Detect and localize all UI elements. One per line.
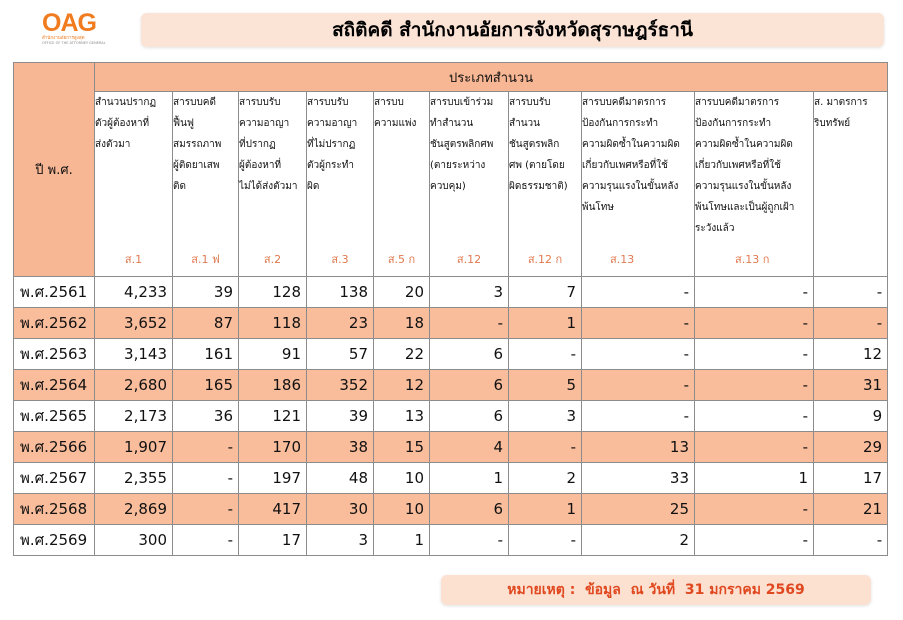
column-header-label-line: ชันสูตรพลิก (509, 139, 560, 150)
column-header-7 (509, 92, 582, 277)
row-year: พ.ศ.2565 (14, 401, 95, 432)
column-header-label-line: ติด (173, 181, 186, 192)
column-header-label-line: เกี่ยวกับเพศหรือที่ใช้ (695, 160, 781, 171)
column-form-code: ส.2 (263, 253, 282, 266)
table-cell: - (582, 370, 695, 401)
column-header-6 (430, 92, 509, 277)
table-cell: - (695, 277, 814, 308)
table-cell: 33 (582, 463, 695, 494)
table-cell: - (582, 308, 695, 339)
table-cell: - (509, 432, 582, 463)
column-header-3 (239, 92, 307, 277)
table-cell: 9 (814, 401, 888, 432)
table-cell: 2 (582, 525, 695, 556)
column-header-label-line: ความอาญา (307, 118, 358, 129)
case-type-group-header: ประเภทสำนวน (95, 63, 888, 92)
table-cell: 4,233 (95, 277, 173, 308)
column-header-label-line: ความผิดซ้ำในความผิด (582, 139, 680, 150)
column-header-label-line: สมรรถภาพ (173, 139, 222, 150)
table-cell: 5 (509, 370, 582, 401)
column-header-label-line: ที่ปรากฏ (239, 139, 276, 150)
column-header-1 (95, 92, 173, 277)
table-cell: - (509, 339, 582, 370)
column-header-label-line: พ้นโทษ (582, 202, 614, 213)
table-cell: 39 (307, 401, 374, 432)
table-cell: 3 (430, 277, 509, 308)
table-row (14, 277, 888, 308)
column-header-label-line: ส่งตัวมา (95, 139, 131, 150)
logo-english-name: OFFICE OF THE ATTORNEY GENERAL (42, 41, 106, 45)
column-header-label-line: สารบบคดี (173, 97, 216, 108)
table-cell: 300 (95, 525, 173, 556)
table-cell: - (173, 463, 239, 494)
table-cell: - (430, 525, 509, 556)
column-header-label-line: สารบบคดีมาตรการ (695, 97, 780, 108)
column-header-label-line: ความรุนแรงในขั้นหลัง (582, 181, 679, 192)
table-cell: - (582, 339, 695, 370)
table-cell: 7 (509, 277, 582, 308)
table-cell: - (814, 308, 888, 339)
table-cell: - (695, 525, 814, 556)
table-cell: 1 (374, 525, 430, 556)
table-cell: - (582, 401, 695, 432)
table-cell: 15 (374, 432, 430, 463)
table-cell: - (695, 494, 814, 525)
table-cell: 1,907 (95, 432, 173, 463)
column-form-code: ส.13 (610, 253, 635, 266)
table-cell: 170 (239, 432, 307, 463)
table-cell: 2 (509, 463, 582, 494)
column-header-label-line: เกี่ยวกับเพศหรือที่ใช้ (582, 160, 668, 171)
table-row (14, 525, 888, 556)
table-cell: 6 (430, 401, 509, 432)
table-cell: 39 (173, 277, 239, 308)
table-cell: - (509, 525, 582, 556)
row-year: พ.ศ.2566 (14, 432, 95, 463)
table-cell: 29 (814, 432, 888, 463)
table-cell: 186 (239, 370, 307, 401)
row-year: พ.ศ.2567 (14, 463, 95, 494)
table-cell: - (173, 432, 239, 463)
table-cell: - (582, 277, 695, 308)
column-form-code: ส.1 (124, 253, 143, 266)
table-row (14, 370, 888, 401)
column-header-label-line: ศพ (ตายโดย (509, 160, 565, 171)
table-row (14, 432, 888, 463)
table-cell: 3,143 (95, 339, 173, 370)
column-header-label-line: ป้องกันการกระทำ (582, 118, 659, 129)
column-header-label-line: สารบบ (374, 97, 404, 108)
column-header-label-line: ป้องกันการกระทำ (695, 118, 772, 129)
page-title: สถิติคดี สำนักงานอัยการจังหวัดสุราษฎร์ธานี (332, 19, 693, 41)
table-cell: 13 (374, 401, 430, 432)
table-cell: - (695, 432, 814, 463)
table-row (14, 401, 888, 432)
table-cell: 4 (430, 432, 509, 463)
column-header-label-line: สารบบรับ (509, 97, 551, 108)
row-year: พ.ศ.2563 (14, 339, 95, 370)
footnote-banner (441, 575, 871, 605)
column-header-label-line: สารบบเข้าร่วม (430, 97, 494, 108)
column-header-label-line: ความอาญา (239, 118, 290, 129)
row-year: พ.ศ.2568 (14, 494, 95, 525)
table-row (14, 463, 888, 494)
table-cell: 1 (509, 308, 582, 339)
column-form-code: ส.12 (456, 253, 482, 266)
table-cell: 2,869 (95, 494, 173, 525)
column-header-label-line: พ้นโทษและเป็นผู้ถูกเฝ้า (695, 202, 795, 213)
table-cell: 38 (307, 432, 374, 463)
column-header-label-line: ผู้ติดยาเสพ (173, 160, 220, 171)
table-cell: - (695, 339, 814, 370)
table-cell: 161 (173, 339, 239, 370)
column-header-5 (374, 92, 430, 277)
column-header-label-line: ผิดธรรมชาติ) (509, 181, 568, 192)
table-cell: 91 (239, 339, 307, 370)
table-cell: 13 (582, 432, 695, 463)
column-header-label-line: ระวังแล้ว (695, 223, 735, 234)
table-cell: 18 (374, 308, 430, 339)
column-header-label-line: ริบทรัพย์ (814, 118, 851, 129)
table-row (14, 494, 888, 525)
column-header-label-line: (ตายระหว่าง (430, 160, 486, 171)
table-cell: 1 (695, 463, 814, 494)
table-cell: 121 (239, 401, 307, 432)
logo-mark: OAG (42, 9, 96, 37)
table-cell: 6 (430, 494, 509, 525)
column-header-label-line: ความผิดซ้ำในความผิด (695, 139, 793, 150)
table-cell: 3,652 (95, 308, 173, 339)
column-header-label-line: สารบบรับ (239, 97, 281, 108)
table-cell: 118 (239, 308, 307, 339)
column-header-label-line: ส. มาตรการ (814, 97, 868, 108)
table-cell: - (430, 308, 509, 339)
column-form-code: ส.12 ก (527, 253, 563, 266)
table-cell: 36 (173, 401, 239, 432)
table-cell: 2,173 (95, 401, 173, 432)
table-cell: 2,680 (95, 370, 173, 401)
table-cell: 2,355 (95, 463, 173, 494)
row-year: พ.ศ.2564 (14, 370, 95, 401)
column-header-10 (814, 92, 888, 277)
table-cell: 22 (374, 339, 430, 370)
table-cell: 23 (307, 308, 374, 339)
table-cell: 1 (509, 494, 582, 525)
table-cell: - (814, 525, 888, 556)
column-header-label-line: สำนวน (509, 118, 541, 129)
column-header-label-line: ผิด (307, 181, 320, 192)
table-cell: 352 (307, 370, 374, 401)
statistics-table (13, 62, 888, 556)
column-form-code: ส.1 ฟ (191, 253, 220, 266)
column-header-label-line: สารบบคดีมาตรการ (582, 97, 667, 108)
table-cell: 57 (307, 339, 374, 370)
column-header-label-line: ชันสูตรพลิกศพ (430, 139, 494, 150)
column-header-label-line: ตัวผู้ต้องหาที่ (95, 118, 150, 129)
table-cell: 48 (307, 463, 374, 494)
table-cell: 12 (374, 370, 430, 401)
column-header-label-line: ตัวผู้กระทำ (307, 160, 354, 171)
column-header-label-line: ผู้ต้องหาที่ (239, 160, 282, 171)
table-cell: 17 (239, 525, 307, 556)
table-cell: 197 (239, 463, 307, 494)
table-cell: 17 (814, 463, 888, 494)
year-column-header: ปี พ.ศ. (14, 63, 95, 277)
logo-thai-name: สำนักงานอัยการสูงสุด (42, 36, 85, 41)
column-header-9 (695, 92, 814, 277)
table-cell: 417 (239, 494, 307, 525)
table-cell: 6 (430, 339, 509, 370)
column-header-label-line: ฟื้นฟู (173, 118, 194, 129)
column-header-label-line: ความรุนแรงในขั้นหลัง (695, 181, 792, 192)
footnote-text: หมายเหตุ : ข้อมูล ณ วันที่ 31 มกราคม 2569 (507, 582, 805, 598)
table-cell: 138 (307, 277, 374, 308)
column-form-code: ส.3 (331, 253, 349, 266)
table-cell: 10 (374, 463, 430, 494)
table-cell: 12 (814, 339, 888, 370)
column-header-8 (582, 92, 695, 277)
table-cell: - (173, 494, 239, 525)
table-cell: 31 (814, 370, 888, 401)
table-cell: 10 (374, 494, 430, 525)
table-cell: - (695, 370, 814, 401)
table-cell: 21 (814, 494, 888, 525)
table-cell: 165 (173, 370, 239, 401)
column-header-4 (307, 92, 374, 277)
row-year: พ.ศ.2561 (14, 277, 95, 308)
column-header-label-line: ไม่ได้ส่งตัวมา (239, 181, 298, 192)
page-title-banner (141, 13, 884, 47)
column-header-label-line: ที่ไม่ปรากฏ (307, 139, 356, 150)
row-year: พ.ศ.2562 (14, 308, 95, 339)
column-form-code: ส.13 ก (735, 253, 770, 266)
column-header-label-line: ควบคุม) (430, 181, 466, 192)
table-body (14, 277, 888, 556)
table-cell: 6 (430, 370, 509, 401)
column-header-label-line: สำนวนปรากฏ (95, 97, 157, 108)
table-cell: 3 (307, 525, 374, 556)
table-cell: 87 (173, 308, 239, 339)
table-cell: 3 (509, 401, 582, 432)
column-header-label-line: ทำสำนวน (430, 118, 474, 129)
table-row (14, 308, 888, 339)
table-cell: 1 (430, 463, 509, 494)
oag-logo (42, 10, 108, 50)
table-cell: - (695, 308, 814, 339)
table-cell: - (814, 277, 888, 308)
table-cell: - (695, 401, 814, 432)
table-cell: 25 (582, 494, 695, 525)
row-year: พ.ศ.2569 (14, 525, 95, 556)
table-row (14, 339, 888, 370)
table-cell: 20 (374, 277, 430, 308)
column-form-code: ส.5 ก (387, 253, 416, 266)
column-header-row (14, 92, 888, 277)
column-header-label-line: ความแพ่ง (374, 118, 417, 129)
table-cell: - (173, 525, 239, 556)
table-cell: 30 (307, 494, 374, 525)
column-header-label-line: สารบบรับ (307, 97, 349, 108)
column-header-2 (173, 92, 239, 277)
table-cell: 128 (239, 277, 307, 308)
